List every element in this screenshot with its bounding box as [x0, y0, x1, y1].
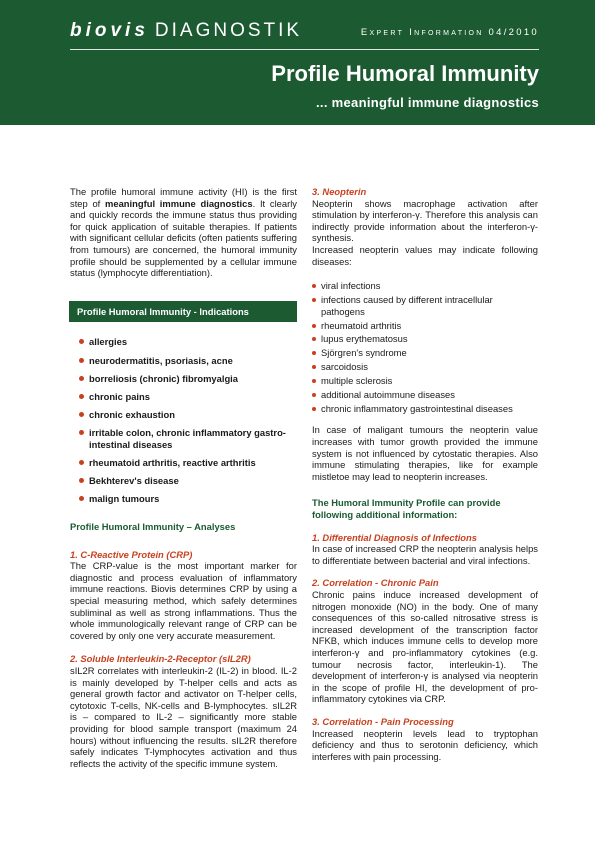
intro-paragraph — [70, 186, 297, 279]
diff-diagnosis-heading: 1. Differential Diagnosis of Infections — [312, 531, 477, 543]
list-item: lupus erythematosus — [312, 333, 538, 345]
chronic-pain-heading: 2. Correlation - Chronic Pain — [312, 577, 439, 589]
diff-diagnosis-text: In case of increased CRP the neopterin analysis helps to differentiate between bacterial and viral infections. — [312, 543, 538, 566]
chronic-pain-text: Chronic pains induce increased development of nitrogen monoxide (NO) in the body. One of many consequences of this so-called nitrosative stress is increased development of the transcription factor NFKB, which induces immune cells to develop more interferon-γ and pro-inflammatory cytokines (e.g. tumour necrosis factor, interleukin-1). The development of interferon-γ is analysed via neopterin in the scope of profile HI, the development of pro-inflammatory cytokines via CRP. — [312, 589, 538, 705]
intro-text-rest: . It clearly and quickly records the immune status thus providing for quick application of suitable therapies. If patients with significant cellular deficits (often patients suffering from tumours) are concerned, the humoral immunity profile should be supplemented by a cellular immune status (lymphocyte differentiation). — [70, 197, 297, 279]
additional-info-heading: The Humoral Immunity Profile can provide following additional information: — [312, 497, 501, 521]
intro-text: The profile humoral immune activity (HI) is the first step of — [70, 186, 297, 209]
indications-list — [70, 336, 297, 505]
list-item: Bekhterev's disease — [70, 475, 297, 487]
sil2r-heading: 2. Soluble Interleukin-2-Receptor (sIL2R) — [70, 653, 251, 665]
list-item: rheumatoid arthritis, reactive arthritis — [70, 457, 297, 469]
list-item: malign tumours — [70, 493, 297, 505]
brand-logo — [70, 20, 302, 42]
list-item: allergies — [70, 336, 297, 348]
header-divider — [70, 49, 539, 50]
right-column — [312, 186, 538, 762]
list-item: viral infections — [312, 280, 538, 292]
tumour-text: In case of maligant tumours the neopterin value increases with tumor growth provided the immune system is not influenced by cytostatic therapies. Also immune stimulating therapies, like for example mistletoe may lead to neopterin increases. — [312, 424, 538, 482]
page-title: Profile Humoral Immunity — [271, 61, 539, 86]
list-item: sarcoidosis — [312, 361, 538, 373]
list-item: multiple sclerosis — [312, 375, 538, 387]
indications-heading: Profile Humoral Immunity - Indications — [69, 301, 297, 323]
page-header — [0, 0, 595, 125]
analyses-heading: Profile Humoral Immunity – Analyses — [70, 521, 236, 533]
pain-processing-text: Increased neopterin levels lead to tryptophan deficiency and thus to serotonin deficiency, which interferes with pain processing. — [312, 727, 538, 762]
list-item: rheumatoid arthritis — [312, 320, 538, 332]
list-item: chronic inflammatory gastrointestinal diseases — [312, 403, 538, 415]
crp-heading: 1. C-Reactive Protein (CRP) — [70, 548, 193, 560]
pain-processing-heading: 3. Correlation - Pain Processing — [312, 715, 454, 727]
list-item: chronic exhaustion — [70, 409, 297, 421]
intro-bold: meaningful immune diagnostics — [105, 197, 253, 209]
list-item: irritable colon, chronic inflammatory gastro-intestinal diseases — [70, 427, 297, 450]
list-item: borreliosis (chronic) fibromyalgia — [70, 373, 297, 385]
left-column — [70, 186, 297, 769]
list-item: neurodermatitis, psoriasis, acne — [70, 355, 297, 367]
crp-text: The CRP-value is the most important marker for diagnostic and process evaluation of inflammatory immune reactions. Biovis determines CRP by using a special measuring method, which safely determines subliminal as well as strong inflammations. Thus the whole immunologically relevant range of CRP can be covered by only one very accurate measurement. — [70, 560, 297, 641]
brand-suffix: DIAGNOSTIK — [154, 20, 303, 41]
sil2r-text: sIL2R correlates with interleukin-2 (IL-2) in blood. IL-2 is mainly developed by T-helper cells and acts as general growth factor and activator on T-helper cells, cytotoxic T-cells, NK-cells and B-lymphocytes. sIL2R is – compared to IL-2 – significantly more stable providing for blood sample transport (maximum 24 hours) without influencing the results. sIL2R therefore safely indicates T-lymphocytes activation and thus reflects the activity of the specific immune system. — [70, 664, 297, 769]
brand-name: biovis — [70, 20, 149, 41]
neopterin-heading: 3. Neopterin — [312, 186, 367, 197]
document-type: Expert Information 04/2010 — [360, 27, 539, 38]
neopterin-disease-list — [312, 280, 538, 414]
page-subtitle: ... meaningful immune diagnostics — [316, 95, 539, 110]
neopterin-text: Neopterin shows macrophage activation after stimulation by interferon-γ. Therefore this analysis can indirectly provide information about the interferon-γ- synthesis. — [312, 197, 538, 244]
list-item: chronic pains — [70, 391, 297, 403]
list-item: infections caused by different intracellular pathogens — [312, 294, 538, 317]
list-item: additional autoimmune diseases — [312, 389, 538, 401]
list-item: Sjörgren's syndrome — [312, 347, 538, 359]
neopterin-list-intro: Increased neopterin values may indicate following diseases: — [312, 243, 538, 267]
